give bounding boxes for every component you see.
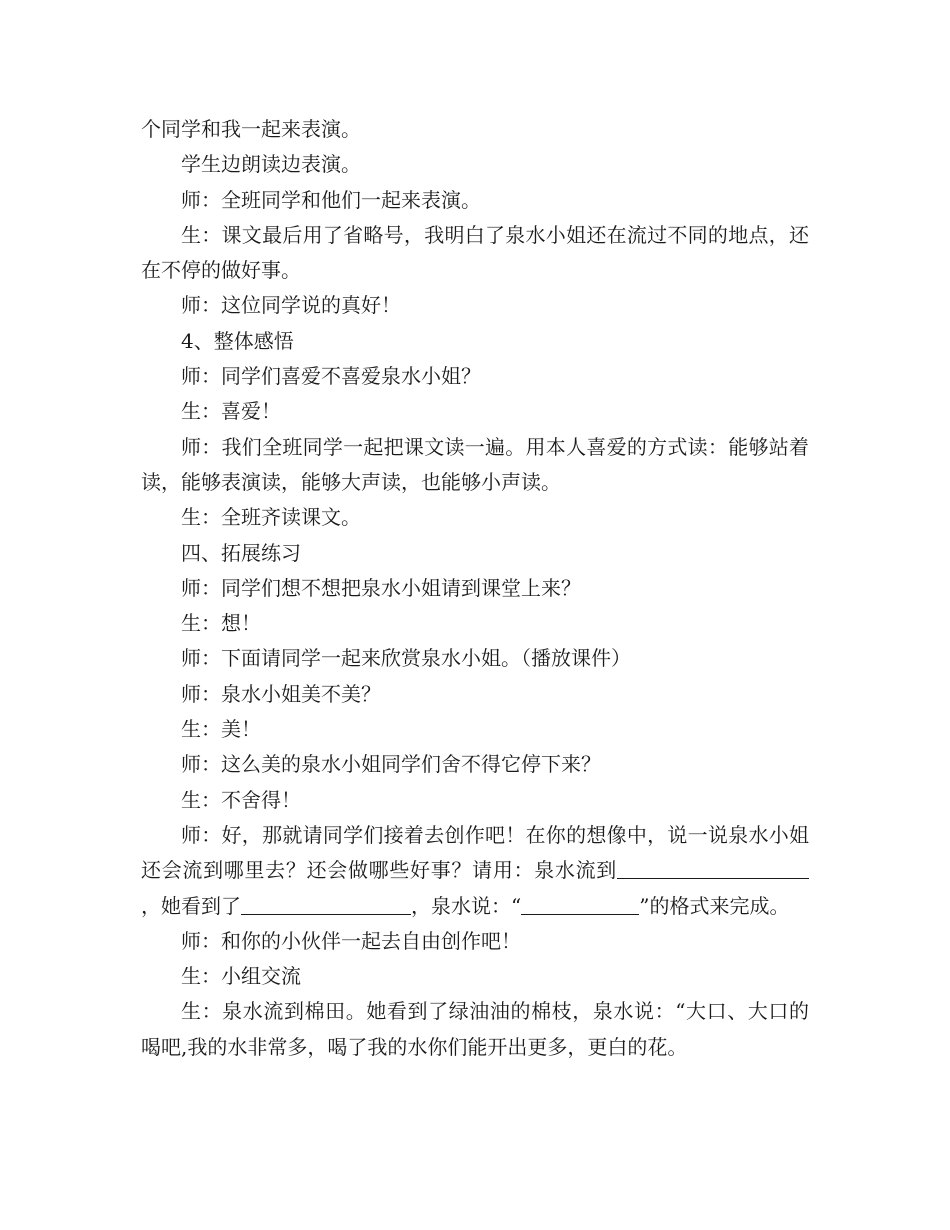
- blank-line: [241, 892, 411, 915]
- paragraph: 师：和你的小伙伴一起去自由创作吧！: [181, 928, 521, 953]
- paragraph: 师：下面请同学一起来欣赏泉水小姐。（播放课件）: [181, 646, 631, 671]
- fill-in-text: ，她看到了: [141, 893, 241, 918]
- paragraph: 学生边朗读边表演。: [181, 152, 361, 177]
- section-heading: 四、拓展练习: [181, 540, 301, 565]
- fill-in-intro: 师：好，那就请同学们接着去创作吧！在你的想像中，说一说泉水小姐还会流到哪里去？还会做哪些好事？请用：泉水流到: [141, 822, 809, 883]
- paragraph: 生：泉水流到棉田。她看到了绿油油的棉枝，泉水说：“大口、大口的喝吧,我的水非常多，喝了我的水你们能开出更多，更白的花。: [141, 999, 809, 1059]
- paragraph: 生：美！: [181, 717, 261, 742]
- paragraph: 个同学和我一起来表演。: [141, 117, 361, 141]
- document-body: [141, 112, 809, 1065]
- blank-line: [617, 856, 713, 879]
- paragraph: 生：全班齐读课文。: [181, 505, 361, 530]
- paragraph: 生：小组交流: [181, 964, 301, 989]
- paragraph: 师：全班同学和他们一起来表演。: [181, 187, 481, 212]
- paragraph: 生：课文最后用了省略号，我明白了泉水小姐还在流过不同的地点，还在不停的做好事。: [141, 222, 809, 283]
- paragraph: 师：这么美的泉水小姐同学们舍不得它停下来？: [181, 752, 601, 777]
- paragraph: 师：同学们喜爱不喜爱泉水小姐？: [181, 364, 481, 389]
- paragraph: 生：喜爱！: [181, 399, 281, 424]
- fill-in-paragraph: [141, 818, 809, 924]
- blank-line: [713, 856, 809, 879]
- paragraph: 师：泉水小姐美不美？: [181, 681, 381, 706]
- paragraph: 生：不舍得！: [181, 787, 301, 812]
- paragraph: 师：同学们想不想把泉水小姐请到课堂上来？: [181, 575, 581, 600]
- paragraph: 师：这位同学说的真好！: [181, 293, 401, 318]
- paragraph: 生：想！: [181, 611, 261, 636]
- fill-in-text: ”的格式来完成。: [639, 893, 790, 918]
- section-heading: 4、整体感悟: [181, 328, 294, 353]
- blank-line: [521, 892, 639, 915]
- paragraph: 师：我们全班同学一起把课文读一遍。用本人喜爱的方式读：能够站着读，能够表演读，能够大声读，也能够小声读。: [141, 434, 809, 494]
- fill-in-text: ，泉水说：“: [411, 893, 522, 918]
